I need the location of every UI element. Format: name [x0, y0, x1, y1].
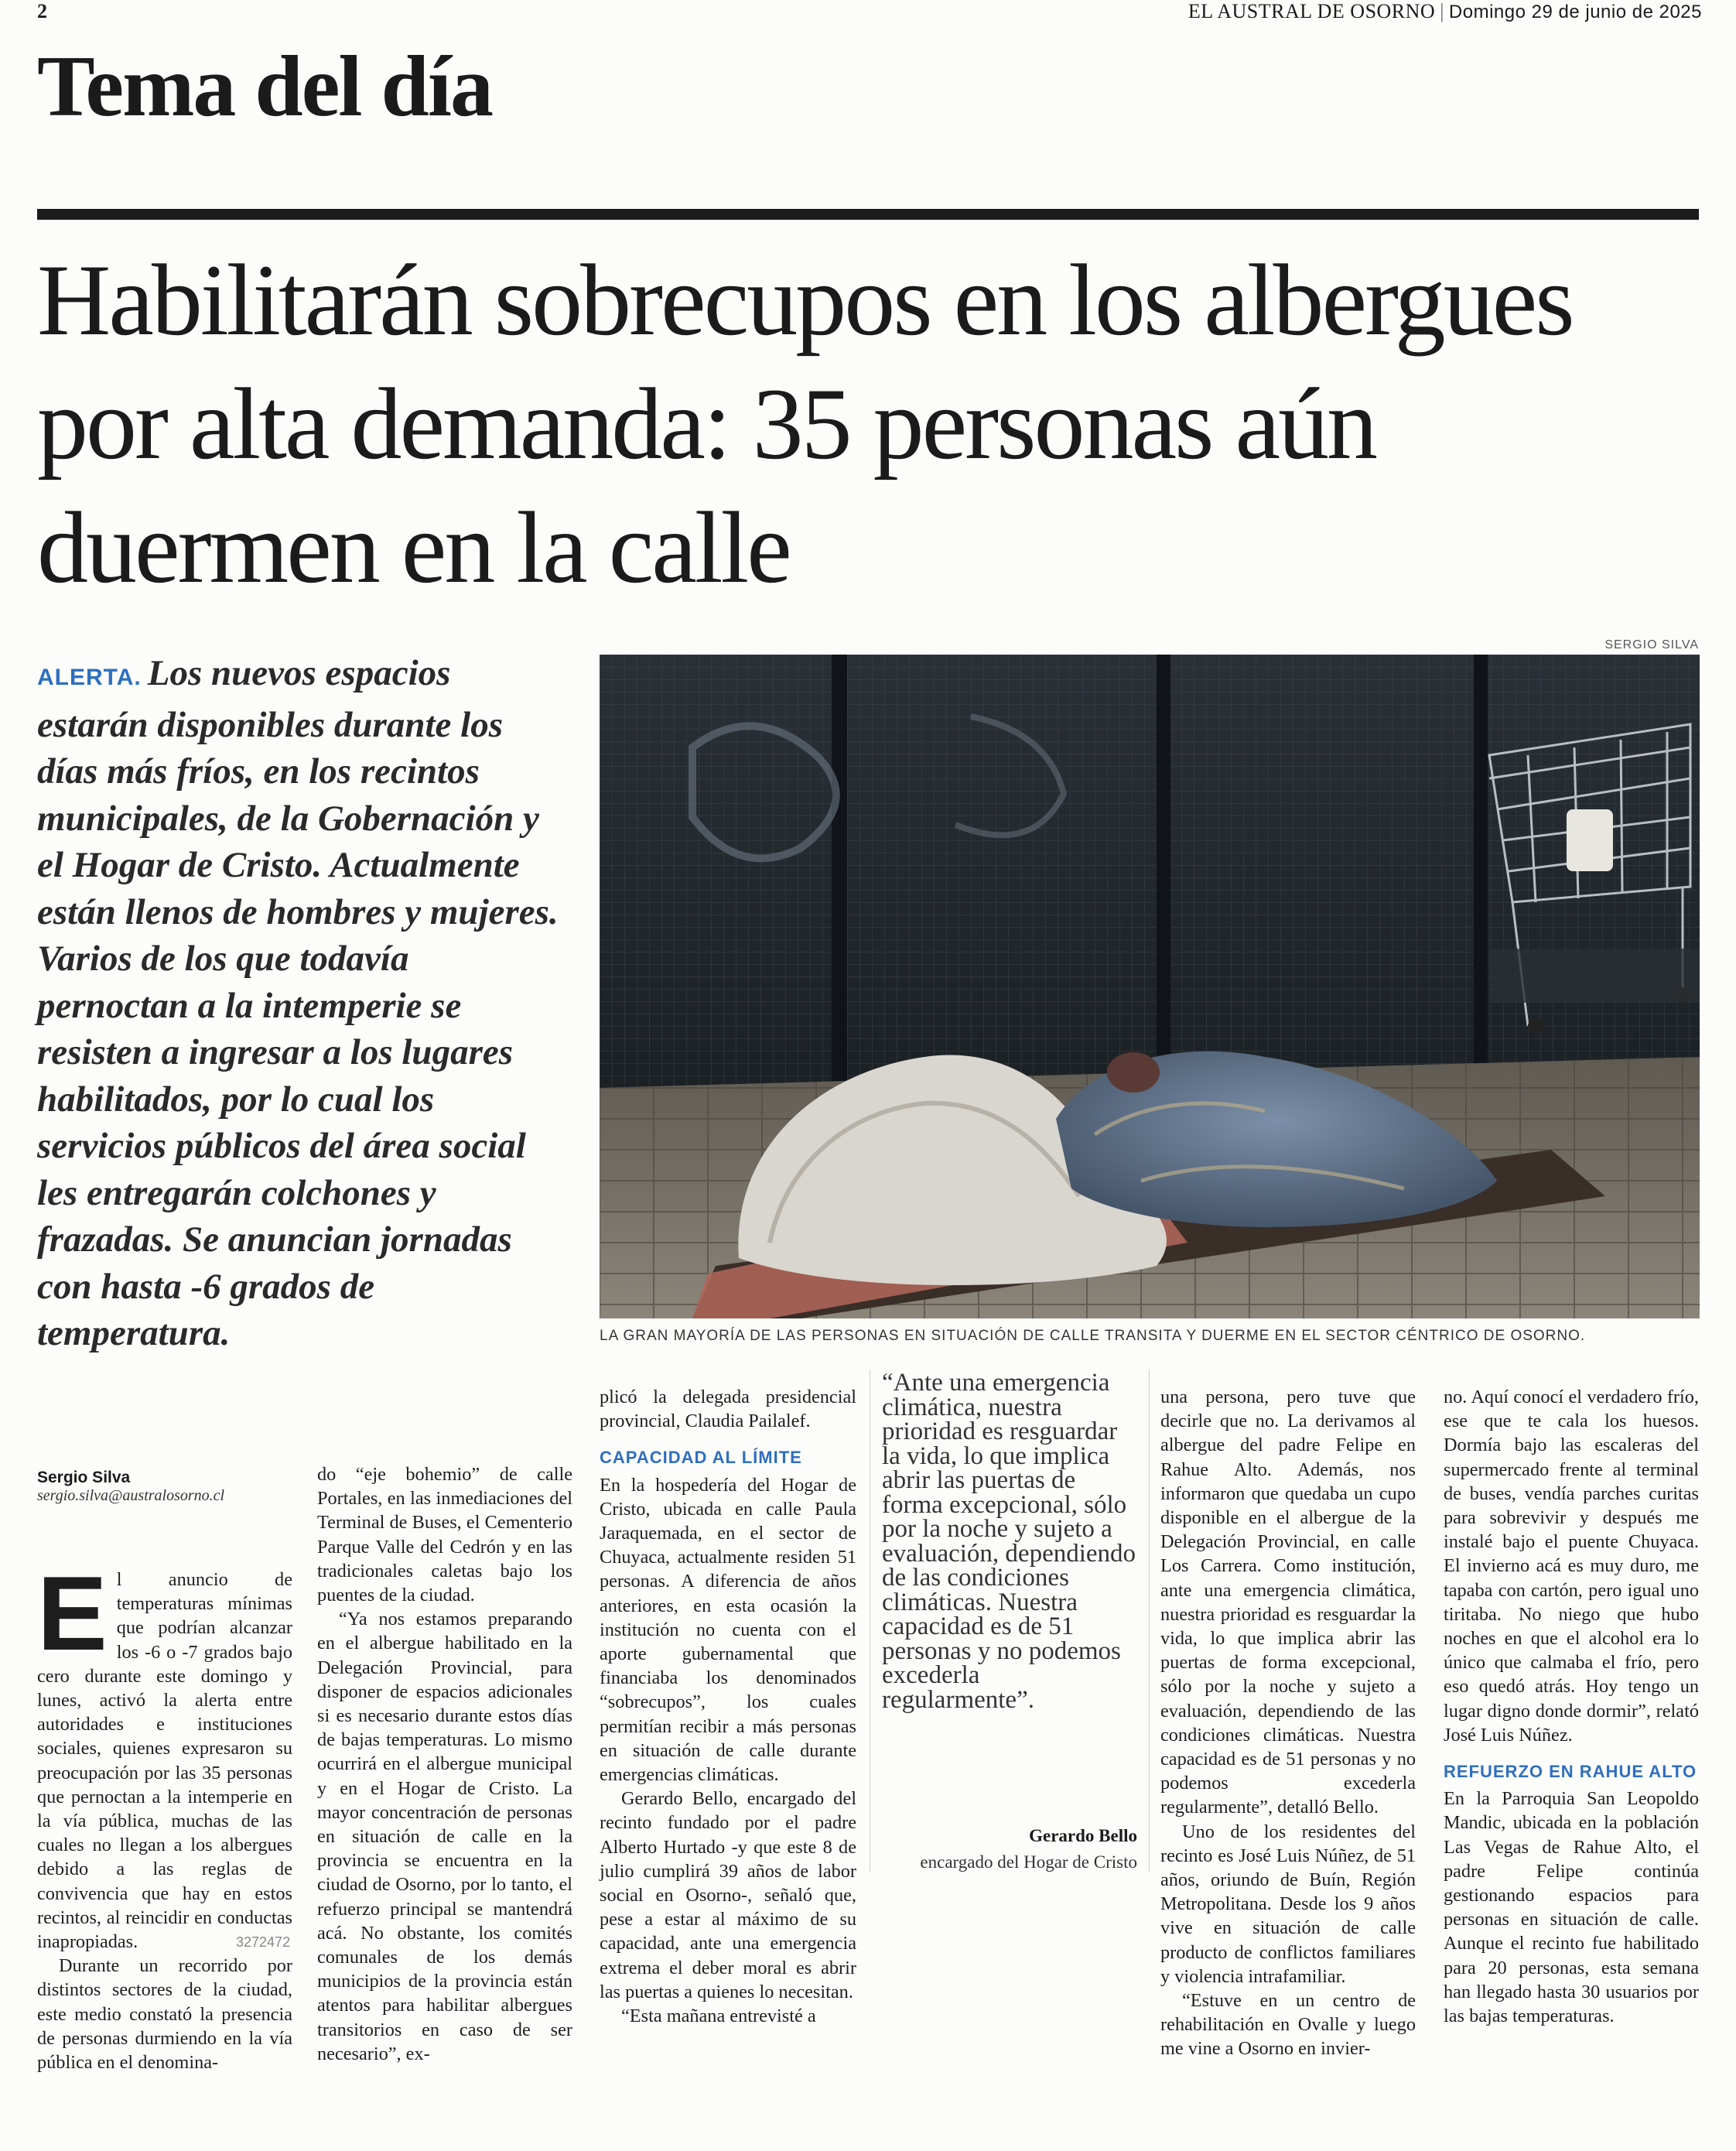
pull-quote: “Ante una emergencia climática, nuestra prioridad es resguardar la vida, lo que implica abrir las puertas de forma excepcional, sólo por la noche y sujeto a evaluación, dependiendo de las condiciones climáticas. Nuestra capacidad es de 51 personas y no podemos excederla regularmente”. — [882, 1369, 1136, 1714]
lede-kicker: ALERTA. — [37, 665, 142, 690]
body-paragraph: “Esta mañana entrevisté a — [621, 2006, 816, 2027]
byline-author: Sergio Silva — [37, 1469, 131, 1486]
body-column-2 — [317, 1462, 572, 2066]
section-rule — [37, 209, 1699, 220]
lede-text: Los nuevos espacios estarán disponibles durante los días más fríos, en los recintos municipales, de la Gobernación y el Hogar de Cristo. Actualmente están llenos de hombres y mujeres. Varios de los que todavía pernoctan a la intemperie se resisten a ingresar a los lugares habilitados, por lo cual los servicios públicos del área social les entregarán colchones y frazadas. Se anuncian jornadas con hasta -6 grados de temperatura. — [37, 653, 559, 1353]
body-paragraph: Gerardo Bello, encargado del recinto fundado por el padre Alberto Hurtado -y que este 8 de julio cumplirá 39 años de labor social en Osorno-, señaló que, pese a estar al máximo de su capacidad, ante una emergencia extrema el deber moral es abrir las puertas a quienes lo necesitan. — [600, 1788, 856, 2002]
body-paragraph: no. Aquí conocí el verdadero frío, ese que te cala los huesos. Dormía bajo las escaleras del supermercado frente al terminal de buses, vendía parches curitas para sobrevivir y después me instalé bajo el puente Chuyaca. El invierno acá es muy duro, me tapaba con cartón, pero igual uno tiritaba. No niego que hubo noches en que el alcohol era lo único que calmaba el frío, pero eso quedó atrás. Hoy tengo un lugar digno donde dormir”, relató José Luis Núñez. — [1444, 1387, 1699, 1746]
body-paragraph: En la hospedería del Hogar de Cristo, ubicada en calle Paula Jaraquemada, en el sector de Chuyaca, actualmente residen 51 personas. A diferencia de años anteriores, en esta ocasión la institución no cuenta con el aporte gubernamental que financiaba los denominados “sobrecupos”, los cuales permitían recibir a más personas en situación de calle durante emergencias climáticas. — [600, 1474, 856, 1786]
body-paragraph: Durante un recorrido por distintos sectores de la ciudad, este medio constató la presencia de personas durmiendo en la vía pública en el denomina- — [37, 1955, 292, 2074]
body-column-5 — [1160, 1385, 1416, 2061]
body-paragraph: una persona, pero tuve que decirle que no. La derivamos al albergue del padre Felipe en Rahue Alto. Además, nos informaron que quedaba un cupo disponible en el albergue de la Delegación Provincial, en calle Los Carrera. Como institución, ante una emergencia climática, nuestra prioridad es resguardar la vida, lo que implica abrir las puertas de forma excepcional, sólo por la noche y sujeto a evaluación, dependiendo de las condiciones climáticas. Nuestra capacidad es de 51 personas y no podemos excederla regularmente”, detalló Bello. — [1160, 1387, 1416, 1818]
byline-email: sergio.silva@australosorno.cl — [37, 1487, 225, 1504]
body-paragraph: En la Parroquia San Leopoldo Mandic, ubicada en la población Las Vegas de Rahue Alto, el padre Felipe continúa gestionando espacios para personas en situación de calle. Aunque el recinto fue habilitado para 20 personas, esta semana han llegado hasta 30 usuarios por las bajas temperaturas. — [1444, 1788, 1699, 2027]
body-paragraph: El anuncio de temperaturas mínimas que podrían alcanzar los -6 o -7 grados bajo cero durante este domingo y lunes, activó la alerta entre autoridades e instituciones sociales, quienes expresaron su preocupación por las 35 personas que pernoctan a la intemperie en la vía pública, muchas de las cuales no llegan a los albergues debido a las reglas de convivencia que hay en estos recintos, al reincidir en conductas inapropiadas. — [37, 1554, 292, 1953]
publication-header: EL AUSTRAL DE OSORNO | Domingo 29 de junio de 2025 — [1188, 0, 1702, 22]
body-paragraph: Uno de los residentes del recinto es José Luis Núñez, de 51 años, oriundo de Buín, Región Metropolitana. Desde los 9 años vive en situación de calle producto de conflictos familiares y violencia intrafamiliar. — [1160, 1821, 1416, 1987]
body-paragraph: do “eje bohemio” de calle Portales, en las inmediaciones del Terminal de Buses, el Cementerio Parque Valle del Cedrón y en las tradicionales caletas bajo los puentes de la ciudad. — [317, 1464, 572, 1606]
watermark-id: 3272472 — [236, 1934, 291, 1950]
column-divider — [1149, 1370, 1150, 1872]
drop-cap: E — [37, 1554, 108, 1672]
byline — [37, 1469, 292, 1505]
body-column-1 — [37, 1554, 292, 2074]
publication-date: Domingo 29 de junio de 2025 — [1448, 2, 1702, 22]
photo-caption: LA GRAN MAYORÍA DE LAS PERSONAS EN SITUACIÓN DE CALLE TRANSITA Y DUERME EN EL SECTOR CÉNTRICO DE OSORNO. — [600, 1328, 1586, 1344]
publication-name: EL AUSTRAL DE OSORNO — [1188, 0, 1436, 22]
subhead-capacidad: CAPACIDAD AL LÍMITE — [600, 1448, 802, 1468]
section-title: Tema del día — [37, 39, 492, 135]
body-column-3 — [600, 1385, 856, 2028]
body-column-6 — [1444, 1385, 1699, 2028]
news-photo — [600, 655, 1700, 1318]
page-number: 2 — [37, 0, 47, 22]
body-paragraph: “Estuve en un centro de rehabilitación en Ovalle y luego me vine a Osorno en invier- — [1160, 1990, 1416, 2060]
lede — [37, 650, 563, 1357]
photo-credit: SERGIO SILVA — [1604, 638, 1699, 651]
body-paragraph: “Ya nos estamos preparando en el albergue habilitado en la Delegación Provincial, para disponer de espacios adicionales si es necesario durante estos días de bajas temperaturas. Lo mismo ocurrirá en el albergue municipal y en el Hogar de Cristo. La mayor concentración de personas en situación de calle en la provincia se encuentra en la ciudad de Osorno, por lo tanto, el refuerzo principal se mantendrá acá. No obstante, los comités comunales de los demás municipios de la provincia están atentos para habilitar albergues transitorios en caso de ser necesario”, ex- — [317, 1609, 572, 2064]
pull-quote-role: encargado del Hogar de Cristo — [920, 1852, 1137, 1872]
body-paragraph: plicó la delegada presidencial provincial, Claudia Pailalef. — [600, 1387, 856, 1432]
headline: Habilitarán sobrecupos en los albergues por alta demanda: 35 personas aún duermen en la calle — [37, 243, 1573, 604]
subhead-refuerzo: REFUERZO EN RAHUE ALTO — [1444, 1762, 1697, 1782]
pull-quote-name: Gerardo Bello — [1029, 1826, 1137, 1845]
